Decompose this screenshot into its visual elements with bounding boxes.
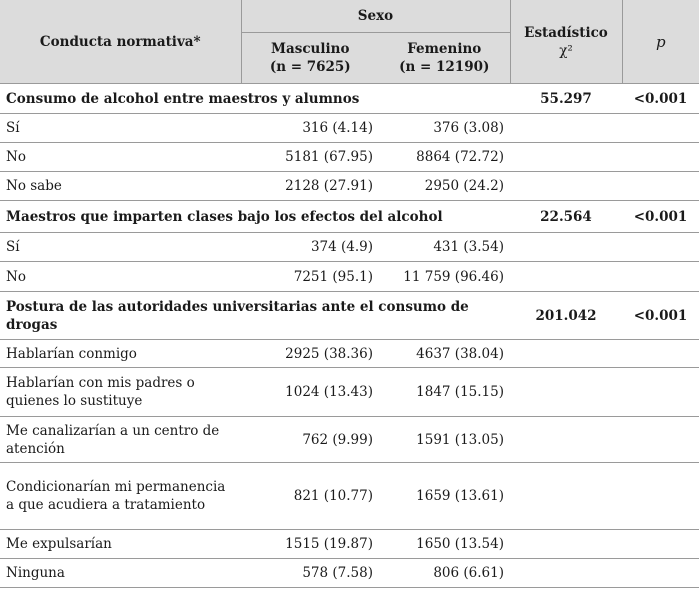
row-femenino: 1591 (13.05)	[416, 431, 504, 448]
row-p-empty	[622, 340, 699, 368]
row-masculino: 2925 (38.36)	[285, 345, 373, 362]
row-label: Me canalizarían a un centro de atención	[6, 422, 220, 457]
row-p-empty	[622, 368, 699, 417]
row-p-empty	[622, 463, 699, 530]
table-row	[0, 340, 699, 368]
row-label: No	[6, 268, 26, 285]
header-femenino-label: Femenino	[407, 41, 482, 57]
row-stat-empty	[510, 114, 622, 143]
header-femenino-n: (n = 12190)	[399, 59, 490, 75]
row-masculino: 1024 (13.43)	[285, 384, 373, 400]
row-p-empty	[622, 143, 699, 172]
row-stat-empty	[510, 559, 622, 588]
row-label: Hablarían conmigo	[6, 345, 137, 362]
row-masculino: 578 (7.58)	[302, 565, 373, 581]
row-masculino: 5181 (67.95)	[285, 149, 373, 165]
table-header	[0, 0, 699, 84]
header-masculino	[241, 33, 379, 84]
header-sexo: Sexo	[241, 0, 510, 33]
table-row	[0, 559, 699, 588]
header-estadistico	[510, 0, 622, 84]
section-title: Consumo de alcohol entre maestros y alumnos	[6, 90, 360, 107]
section-p: <0.001	[633, 307, 688, 324]
row-femenino: 1847 (15.15)	[416, 384, 504, 400]
row-p-empty	[622, 172, 699, 201]
row-label: No sabe	[6, 178, 62, 194]
table-row	[0, 368, 699, 417]
row-masculino: 374 (4.9)	[310, 239, 373, 255]
section-stat: 55.297	[540, 90, 592, 107]
table-row	[0, 143, 699, 172]
row-masculino: 1515 (19.87)	[285, 536, 373, 552]
row-femenino: 431 (3.54)	[433, 239, 504, 255]
section-title: Postura de las autoridades universitarias ante el consumo de drogas	[6, 298, 469, 333]
row-stat-empty	[510, 417, 622, 463]
row-stat-empty	[510, 368, 622, 417]
row-label: No	[6, 149, 26, 165]
section-row	[0, 201, 699, 233]
table-row	[0, 530, 699, 559]
row-stat-empty	[510, 463, 622, 530]
section-p: <0.001	[633, 208, 688, 225]
row-label: Condicionarían mi permanencia a que acudiera a tratamiento	[6, 479, 226, 513]
header-estadistico-label: Estadístico	[524, 24, 608, 41]
row-p-empty	[622, 233, 699, 262]
row-masculino: 316 (4.14)	[302, 120, 373, 136]
table-row	[0, 114, 699, 143]
row-femenino: 8864 (72.72)	[416, 149, 504, 165]
row-masculino: 762 (9.99)	[302, 431, 373, 448]
header-chi-label: χ²	[559, 42, 573, 59]
row-femenino: 376 (3.08)	[433, 120, 504, 136]
row-femenino: 4637 (38.04)	[416, 345, 504, 362]
row-label: Me expulsarían	[6, 536, 112, 552]
row-label: Sí	[6, 239, 20, 255]
row-femenino: 1659 (13.61)	[416, 488, 504, 504]
row-femenino: 11 759 (96.46)	[403, 268, 504, 285]
row-stat-empty	[510, 340, 622, 368]
section-row	[0, 84, 699, 114]
row-masculino: 2128 (27.91)	[285, 178, 373, 194]
row-label: Hablarían con mis padres o quienes lo sustituye	[6, 375, 195, 409]
row-femenino: 2950 (24.2)	[424, 178, 504, 194]
header-masculino-label: Masculino	[271, 41, 350, 57]
row-p-empty	[622, 530, 699, 559]
header-masculino-n: (n = 7625)	[269, 59, 351, 75]
table-row	[0, 463, 699, 530]
table-row	[0, 172, 699, 201]
row-p-empty	[622, 262, 699, 292]
table-row	[0, 417, 699, 463]
row-masculino: 7251 (95.1)	[293, 268, 373, 285]
row-stat-empty	[510, 143, 622, 172]
header-p: p	[622, 0, 699, 84]
section-stat: 22.564	[540, 208, 592, 225]
table-body	[0, 84, 699, 588]
row-femenino: 1650 (13.54)	[416, 536, 504, 552]
row-p-empty	[622, 417, 699, 463]
row-label: Sí	[6, 120, 20, 136]
row-label: Ninguna	[6, 565, 65, 581]
row-stat-empty	[510, 530, 622, 559]
row-stat-empty	[510, 262, 622, 292]
row-masculino: 821 (10.77)	[293, 488, 373, 504]
table-row	[0, 262, 699, 292]
row-stat-empty	[510, 233, 622, 262]
row-p-empty	[622, 114, 699, 143]
section-row	[0, 292, 699, 340]
row-femenino: 806 (6.61)	[433, 565, 504, 581]
row-p-empty	[622, 559, 699, 588]
section-stat: 201.042	[535, 307, 597, 324]
row-stat-empty	[510, 172, 622, 201]
header-femenino	[379, 33, 510, 84]
section-title: Maestros que imparten clases bajo los efectos del alcohol	[6, 208, 443, 225]
table-row	[0, 233, 699, 262]
section-p: <0.001	[633, 90, 688, 107]
header-conducta: Conducta normativa*	[0, 0, 241, 84]
